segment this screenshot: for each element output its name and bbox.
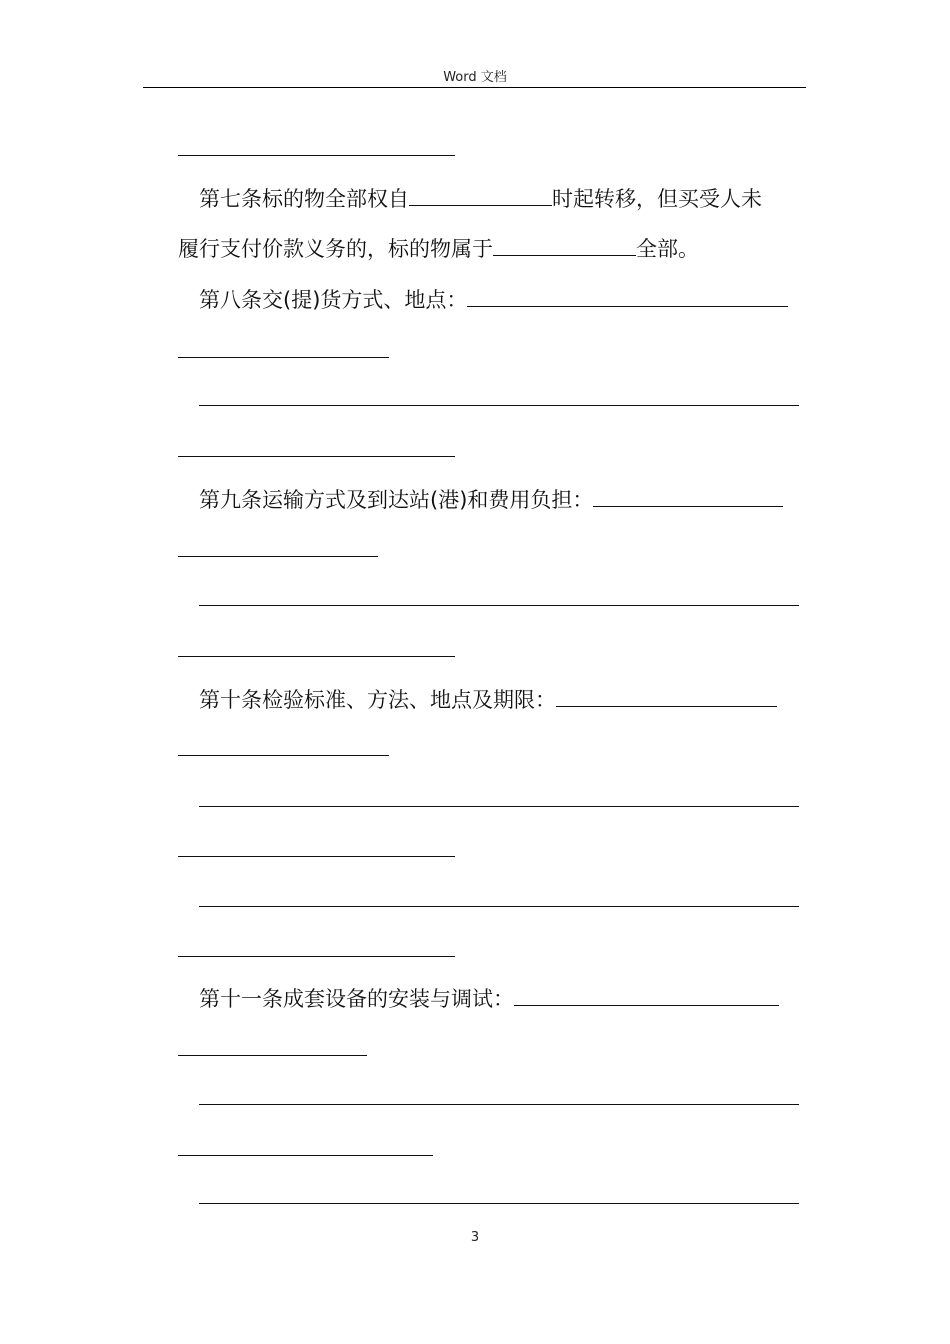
- fill-in-blank: [467, 286, 788, 307]
- article-7-line-2: [178, 233, 699, 265]
- fill-in-blank: [178, 357, 389, 358]
- fill-in-blank: [178, 656, 455, 657]
- fill-in-blank: [178, 956, 455, 957]
- fill-in-blank: [199, 605, 799, 606]
- fill-in-blank: [514, 985, 779, 1006]
- fill-in-blank: [178, 556, 378, 557]
- fill-in-blank: [199, 1104, 799, 1105]
- article-7-text-3: 履行支付价款义务的，标的物属于: [178, 237, 493, 261]
- fill-in-blank: [178, 755, 389, 756]
- page-number: 3: [470, 1230, 480, 1245]
- header-divider: [143, 87, 806, 88]
- article-8-line: [199, 284, 788, 316]
- fill-in-blank: [593, 486, 783, 507]
- fill-in-blank: [178, 155, 455, 156]
- article-9-label: 第九条运输方式及到达站(港)和费用负担：: [199, 488, 594, 512]
- article-11-line: [199, 983, 779, 1015]
- fill-in-blank: [199, 906, 799, 907]
- fill-in-blank: [199, 806, 799, 807]
- article-8-label: 第八条交(提)货方式、地点：: [199, 288, 468, 312]
- fill-in-blank: [199, 405, 799, 406]
- article-7-line-1: [199, 183, 762, 215]
- article-10-line: [199, 684, 777, 716]
- fill-in-blank: [178, 1055, 367, 1056]
- fill-in-blank: [178, 1155, 433, 1156]
- fill-in-blank: [556, 686, 777, 707]
- fill-in-blank: [178, 856, 455, 857]
- article-7-text-2: 时起转移，但买受人未: [552, 187, 762, 211]
- fill-in-blank: [493, 235, 636, 256]
- article-11-label: 第十一条成套设备的安装与调试：: [199, 987, 514, 1011]
- article-7-text-4: 全部。: [636, 237, 699, 261]
- fill-in-blank: [178, 456, 455, 457]
- article-9-line: [199, 484, 783, 516]
- article-10-label: 第十条检验标准、方法、地点及期限：: [199, 688, 556, 712]
- fill-in-blank: [199, 1203, 799, 1204]
- fill-in-blank: [409, 185, 552, 206]
- page-header-title: Word 文档: [443, 70, 507, 85]
- article-7-text-1: 第七条标的物全部权自: [199, 187, 409, 211]
